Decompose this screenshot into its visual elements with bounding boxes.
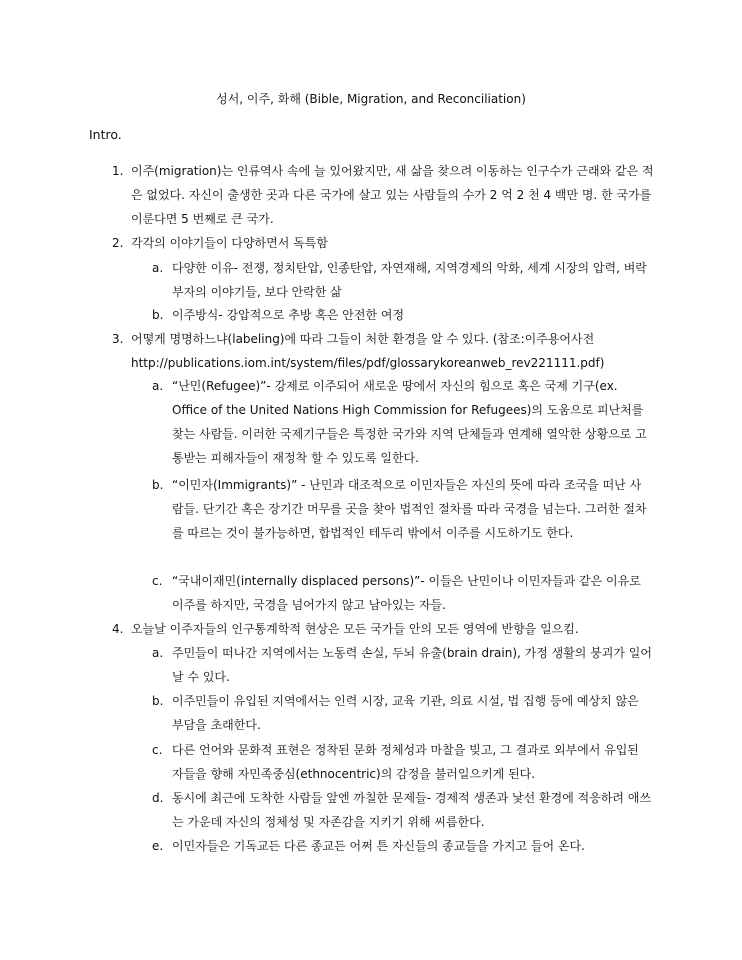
list-letter: b. bbox=[152, 308, 164, 322]
list-letter: e. bbox=[152, 839, 164, 853]
list-number: 2. bbox=[112, 236, 124, 250]
list-item-4 bbox=[112, 617, 660, 641]
list-item-4a bbox=[152, 641, 652, 689]
list-item-3 bbox=[112, 327, 660, 375]
list-item-3c bbox=[152, 569, 652, 617]
list-text: 이민자들은 기독교든 다른 종교든 어쩌 튼 자신들의 종교들을 가지고 들어 온다. bbox=[172, 839, 585, 853]
list-letter: c. bbox=[152, 574, 163, 588]
list-text: 동시에 최근에 도착한 사람들 앞엔 까칠한 문제들- 경제적 생존과 낯선 환경에 적응하려 애쓰는 가운데 자신의 정체성 및 자존감을 지키기 위해 씨름한다. bbox=[172, 791, 652, 829]
list-text: 주민들이 떠나간 지역에서는 노동력 손실, 두뇌 유출(brain drain), 가정 생활의 붕괴가 일어날 수 있다. bbox=[172, 646, 652, 684]
intro-heading: Intro. bbox=[89, 127, 122, 142]
list-number: 1. bbox=[112, 164, 124, 178]
list-number: 3. bbox=[112, 332, 124, 346]
list-item-2a bbox=[152, 256, 652, 304]
list-text: 이주방식- 강압적으로 추방 혹은 안전한 여정 bbox=[172, 308, 405, 322]
list-letter: d. bbox=[152, 791, 164, 805]
list-letter: b. bbox=[152, 694, 164, 708]
list-text: 이주민들이 유입된 지역에서는 인력 시장, 교육 기관, 의료 시설, 법 집행 등에 예상치 않은 부담을 초래한다. bbox=[172, 694, 639, 732]
list-text: 각각의 이야기들이 다양하면서 독특함 bbox=[131, 236, 328, 250]
page-title: 성서, 이주, 화해 (Bible, Migration, and Reconciliation) bbox=[216, 92, 526, 106]
list-text: 다양한 이유- 전쟁, 정치탄압, 인종탄압, 자연재해, 지역경제의 악화, 세계 시장의 압력, 벼락부자의 이야기들, 보다 안락한 삶 bbox=[172, 261, 647, 299]
list-text: “국내이재민(internally displaced persons)”- 이들은 난민이나 이민자들과 같은 이유로 이주를 하지만, 국경을 넘어가지 않고 남아있는 자들. bbox=[172, 574, 641, 612]
list-text: 오늘날 이주자들의 인구통계학적 현상은 모든 국가들 안의 모든 영역에 반향을 일으킴. bbox=[131, 622, 579, 636]
list-text: 이주(migration)는 인류역사 속에 늘 있어왔지만, 새 삶을 찾으려 이동하는 인구수가 근래와 같은 적은 없었다. 자신이 출생한 곳과 다른 국가에 살고 있는 사람들의 수가 2 억 2 천 4 백만 명. 한 국가를 이룬다면 5 번째로 큰 국가. bbox=[131, 164, 654, 226]
list-item-4c bbox=[152, 738, 652, 786]
list-text: “난민(Refugee)”- 강제로 이주되어 새로운 땅에서 자신의 힘으로 혹은 국제 기구(ex. Office of the United Nations High Commission for Refugees)의 도움으로 피난처를 찾는 사람들. 이러한 국제기구들은 특정한 국가와 지역 단체들과 연계해 열악한 상황으로 고통받는 피해자들이 재정착 할 수 있도록 일한다. bbox=[172, 379, 647, 465]
list-letter: a. bbox=[152, 379, 164, 393]
list-number: 4. bbox=[112, 622, 124, 636]
list-text: “이민자(Immigrants)” - 난민과 대조적으로 이민자들은 자신의 뜻에 따라 조국을 떠난 사람들. 단기간 혹은 장기간 머무를 곳을 찾아 법적인 절차를 따라 국경을 넘는다. 그러한 절차를 따르는 것이 불가능하면, 합법적인 테두리 밖에서 이주를 시도하기도 한다. bbox=[172, 478, 647, 540]
list-item-3b bbox=[152, 473, 652, 545]
list-item-4d bbox=[152, 786, 652, 834]
list-item-1 bbox=[112, 159, 660, 231]
list-letter: a. bbox=[152, 261, 164, 275]
list-item-4b bbox=[152, 689, 652, 737]
list-text: 어떻게 명명하느냐(labeling)에 따라 그들이 처한 환경을 알 수 있다. (참조:이주용어사전 http://publications.iom.int/system/files/pdf/glossarykoreanweb_rev221111.pdf) bbox=[131, 332, 605, 370]
list-letter: c. bbox=[152, 743, 163, 757]
list-item-2 bbox=[112, 231, 660, 255]
list-item-4e bbox=[152, 834, 652, 858]
list-item-2b bbox=[152, 303, 652, 327]
list-text: 다른 언어와 문화적 표현은 정착된 문화 정체성과 마찰을 빚고, 그 결과로 외부에서 유입된 자들을 향해 자민족중심(ethnocentric)의 감정을 불러일으키게 된다. bbox=[172, 743, 639, 781]
list-item-3a bbox=[152, 374, 652, 470]
list-letter: a. bbox=[152, 646, 164, 660]
list-letter: b. bbox=[152, 478, 164, 492]
